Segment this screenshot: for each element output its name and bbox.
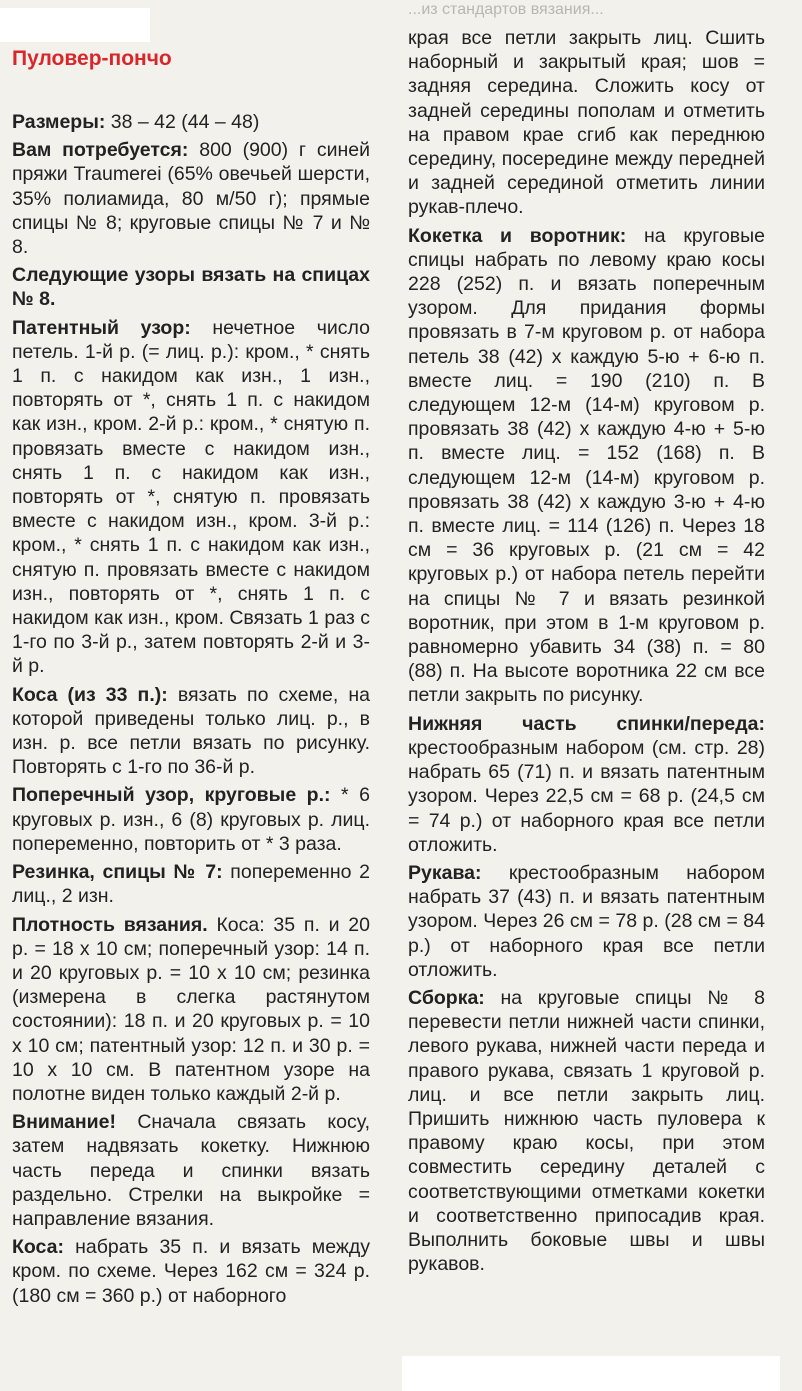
paragraph-rib: Резинка, спицы № 7: попеременно 2 лиц., 2 изн. [12,861,370,908]
paragraph-gauge: Плотность вязания. Коса: 35 п. и 20 р. = 18 х 10 см; поперечный узор: 14 п. и 20 круговых р. = 10 х 10 см; резинка (измерена в слегка растянутом состоянии): 18 п. и 20 круговых р. = 10 х 10 см; патентный узор: 12 п. и 30 р. = 10 х 10 см. В патентном узоре на полотне виден только каждый 2-й р. [12,913,370,1105]
paragraph-cable: Коса (из 33 п.): вязать по схеме, на которой приведены только лиц. р., в изн. р. все петли вязать по рисунку. Повторять с 1-го по 36-й р. [12,683,370,779]
paragraph-cross-pattern: Поперечный узор, круговые р.: * 6 круговых р. изн., 6 (8) круговых р. лиц. попеременно, повторить от * 3 раза. [12,784,370,855]
paragraph-lower-body: Нижняя часть спинки/переда: крестообразным набором (см. стр. 28) набрать 65 (71) п. и вязать патентным узором. Через 22,5 см = 68 р. (24,5 см = 74 р.) от наборного края все петли отложить. [408,712,765,856]
paragraph-cable-continued: края все петли закрыть лиц. Сшить наборный и закрытый края; шов = задняя середина. Сложить косу от задней середины пополам и отметить на правом крае сгиб как переднюю середину, посередине между передней и задней серединой отметить линии рукав-плечо. [408,27,765,219]
bleed-through-text: ...из стандартов вязания... [408,1,604,18]
paragraph-attention: Внимание! Сначала связать косу, затем надвязать кокетку. Нижнюю часть переда и спинки вязать раздельно. Стрелки на выкройке = направление вязания. [12,1111,370,1230]
left-column [12,46,370,1312]
paragraph-cable-instructions: Коса: набрать 35 п. и вязать между кром. по схеме. Через 162 см = 324 р. (180 см = 360 р.) от наборного [12,1236,370,1307]
paragraph-yoke-collar: Кокетка и воротник: на круговые спицы набрать по левому краю косы 228 (252) п. и вязать поперечным узором. Для придания формы провязать в 7-м круговом р. от набора петель 38 (42) х каждую 5-ю + 6-ю п. вместе лиц. = 190 (210) п. В следующем 12-м (14-м) круговом р. провязать 38 (42) х каждую 4-ю + 5-ю п. вместе лиц. = 152 (168) п. В следующем 12-м (14-м) круговом р. провязать 38 (42) х каждую 3-ю + 4-ю п. вместе лиц. = 114 (126) п. Через 18 см = 36 круговых р. (21 см = 42 круговых р.) от набора петель перейти на спицы № 7 и вязать резинкой воротник, при этом в 1-м круговом р. равномерно убавить 34 (38) п. = 80 (88) п. На высоте воротника 22 см все петли закрыть по рисунку. [408,224,766,707]
right-column [408,26,765,1280]
white-mask-top [0,8,150,42]
paragraph-patent-pattern: Патентный узор: нечетное число петель. 1-й р. (= лиц. р.): кром., * снять 1 п. с накидом как изн., 1 изн., повторять от *, снять 1 п. с накидом как изн., кром. 2-й р.: кром., * снятую п. провязать вместе с накидом изн., снять 1 п. с накидом как изн., повторять от *, снятую п. провязать вместе с накидом изн., кром. 3-й р.: кром., * снять 1 п. с накидом как изн., снятую п. провязать вместе с накидом изн., повторять от *, снять 1 п. с накидом как изн., кром. Связать 1 раз с 1-го по 3-й р., затем повторять 2-й и 3-й р. [12,316,370,678]
paragraph-sizes: Размеры: 38 – 42 (44 – 48) [12,111,260,133]
white-mask-bottom [402,1356,780,1391]
paragraph-sleeves: Рукава: крестообразным набором набрать 37 (43) п. и вязать патентным узором. Через 26 см = 78 р. (28 см = 84 р.) от наборного края все петли отложить. [408,861,765,981]
paragraph-materials: Вам потребуется: 800 (900) г синей пряжи Traumerei (65% овечьей шерсти, 35% полиамида, 80 м/50 г); прямые спицы № 8; круговые спицы № 7 и № 8. [12,139,370,259]
paragraph-needles-note: Следующие узоры вязать на спицах № 8. [12,264,370,311]
paragraph-assembly: Сборка: на круговые спицы № 8 перевести петли нижней части спинки, левого рукава, нижней части переда и правого рукава, связать 1 круговой р. лиц. и все петли закрыть лиц. Пришить нижнюю часть пуловера к правому краю косы, при этом совместить середину деталей с соответствующими отметками кокетки и соответственно припосадив края. Выполнить боковые швы и швы рукавов. [408,986,765,1276]
article-title: Пуловер-пончо [12,47,172,70]
